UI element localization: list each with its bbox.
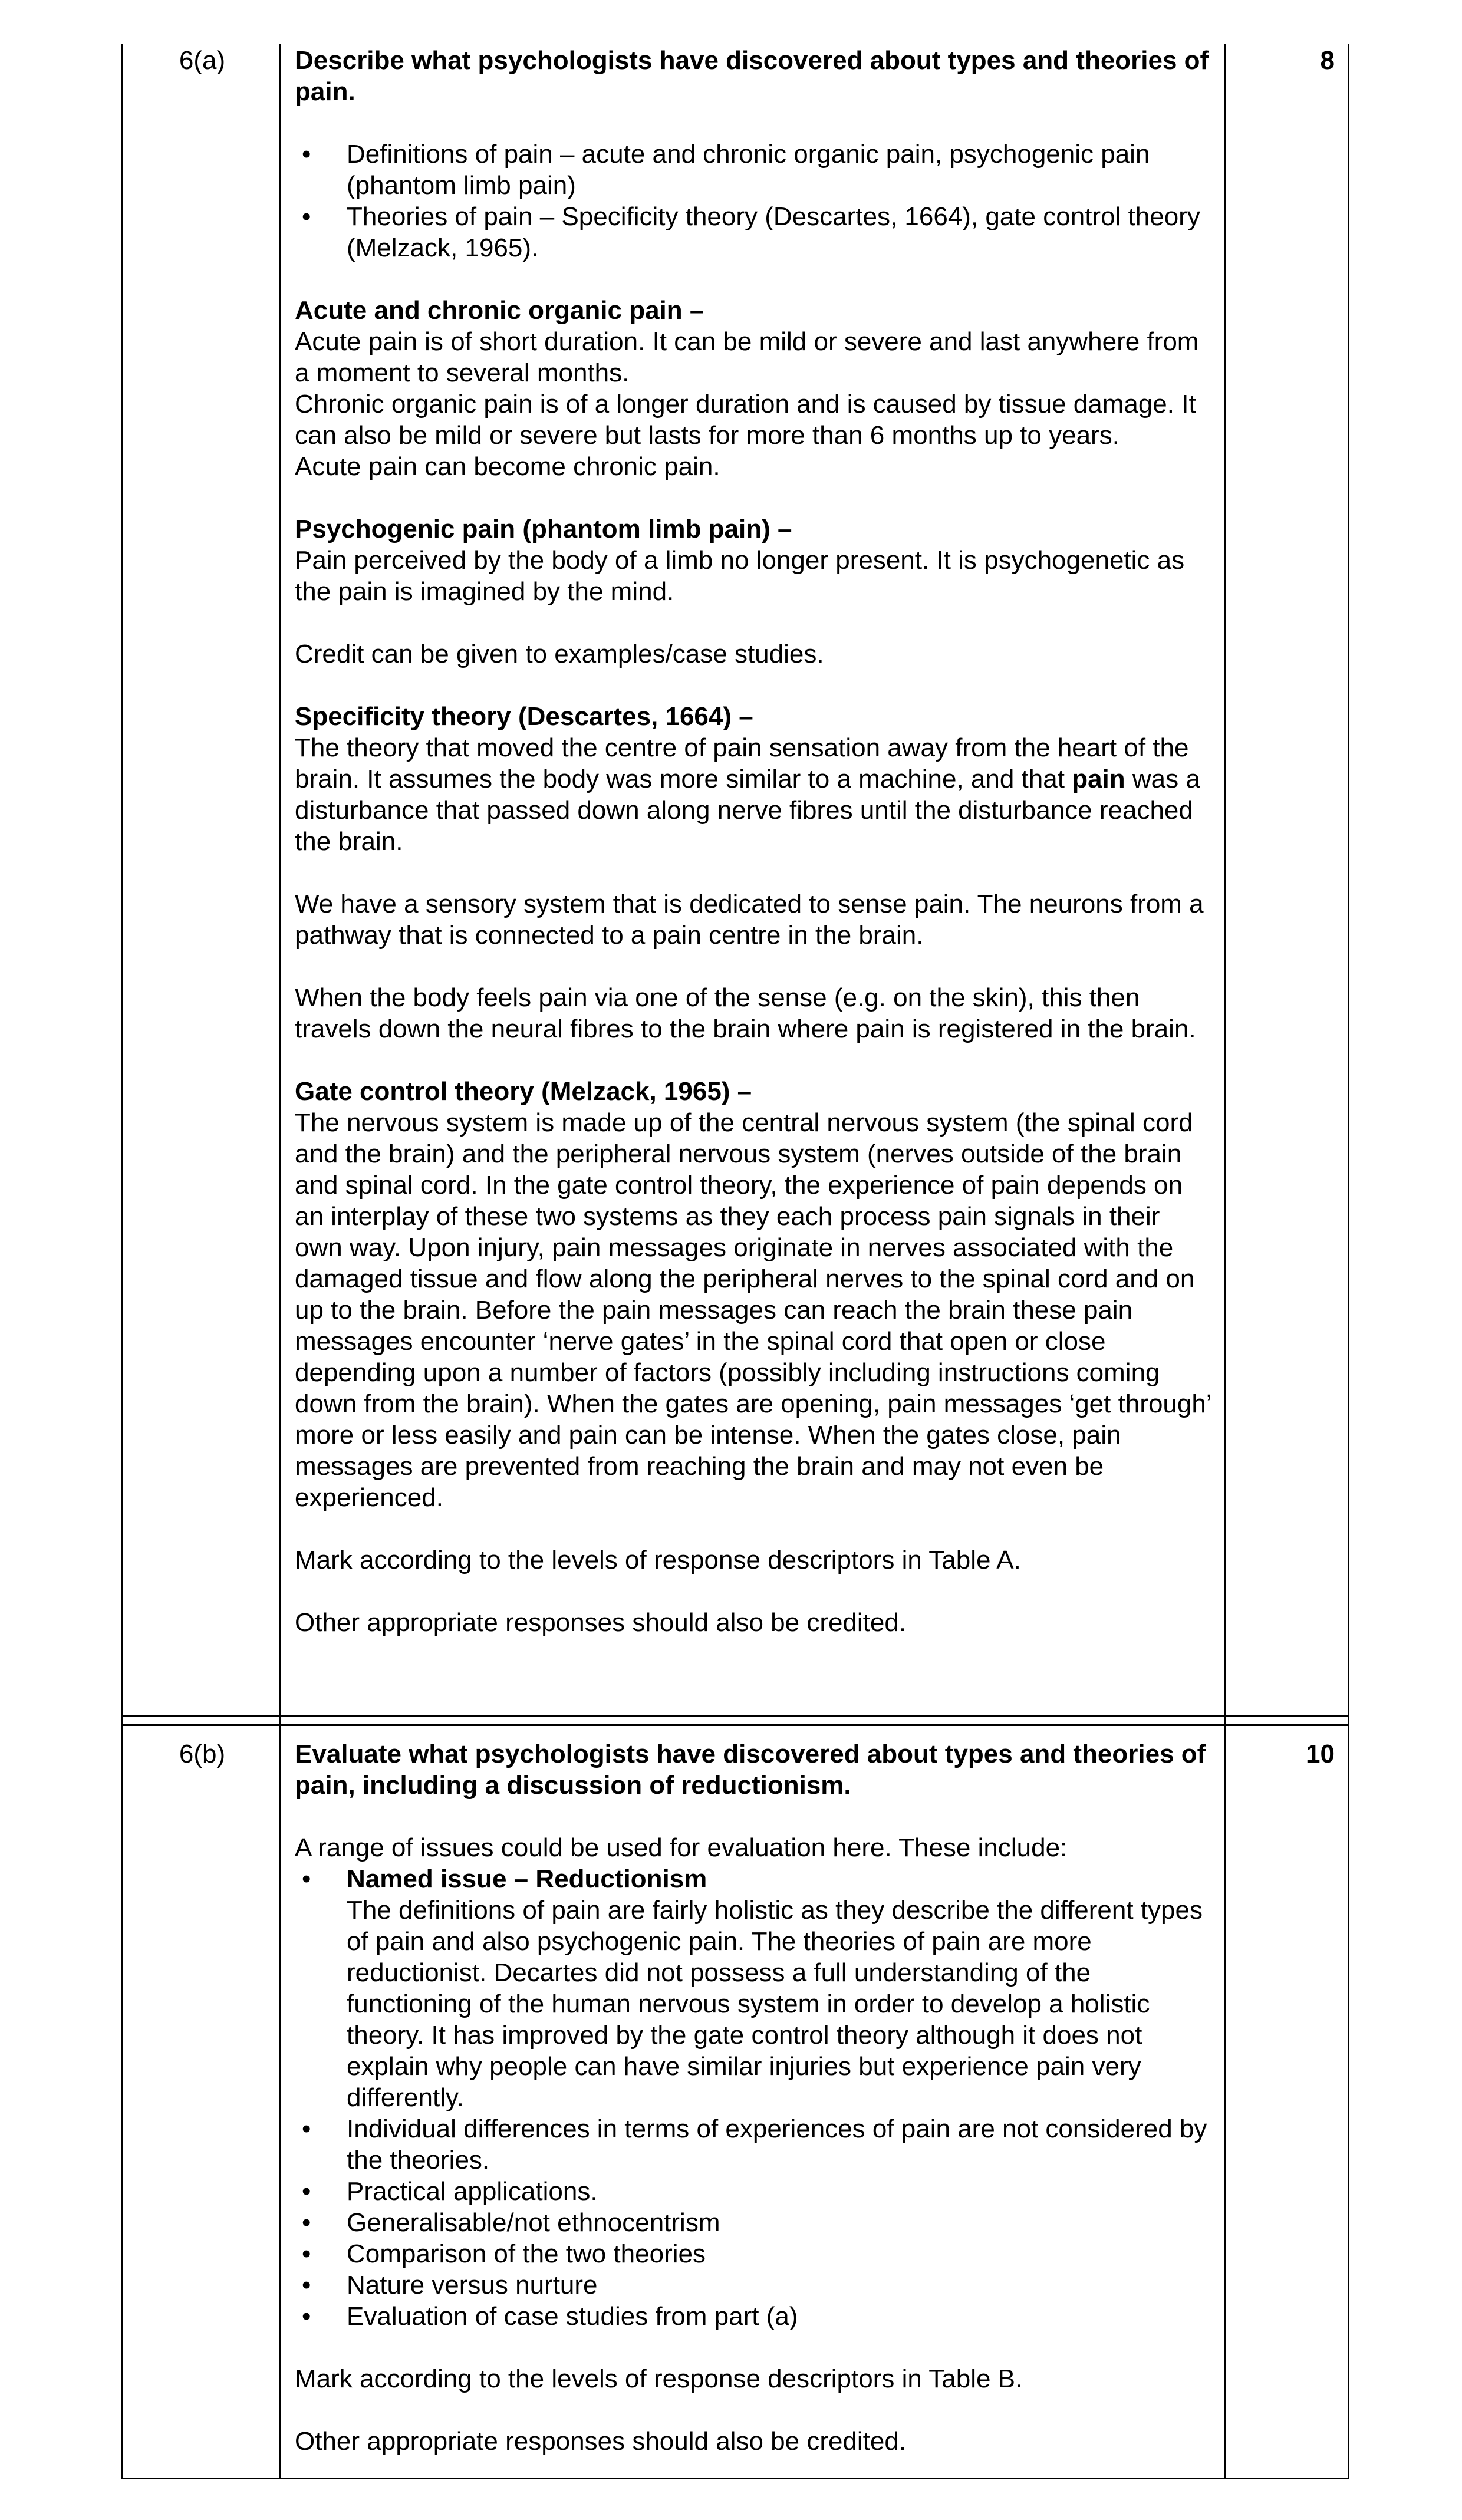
answer-cell-6a <box>295 45 1214 1638</box>
other-responses-6b: Other appropriate responses should also be credited. <box>295 2427 907 2456</box>
question-text-6a: Describe what psychologists have discovered about types and theories of pain. <box>295 46 1209 106</box>
list-item: • Practical applications. <box>302 2177 598 2206</box>
section-heading-acute: Acute and chronic organic pain – <box>295 296 704 325</box>
named-issue-text: The definitions of pain are fairly holistic as they describe the different types of pain and also psychogenic pain. The theories of pain are more reductionist. Decartes did not possess a full understanding of the functioning of the human nervous system in order to develop a holistic theory. It has improved by the gate control theory although it does not explain why people can have similar injuries but experience pain very differently. <box>347 1896 1203 2112</box>
mark-note-6a: Mark according to the levels of response descriptors in Table A. <box>295 1546 1021 1574</box>
list-item: • Individual differences in terms of experiences of pain are not considered by the theories. <box>302 2114 1207 2175</box>
paragraph: A range of issues could be used for evaluation here. These include: <box>295 1833 1068 1862</box>
paragraph: We have a sensory system that is dedicated to sense pain. The neurons from a pathway that is connected to a pain centre in the brain. <box>295 890 1204 950</box>
row-separator-bottom <box>121 1724 1349 1726</box>
question-text-6b: Evaluate what psychologists have discovered about types and theories of pain, including a discussion of reductionism. <box>295 1740 1206 1800</box>
marks-6a: 8 <box>1320 46 1335 75</box>
paragraph: The nervous system is made up of the central nervous system (the spinal cord and the brain) and the peripheral nervous system (nerves outside of the brain and spinal cord. In the gate control theory, the experience of pain depends on an interplay of these two systems as they each process pain signals in their own way. Upon injury, pain messages originate in nerves associated with the damaged tissue and flow along the peripheral nerves to the spinal cord and on up to the brain. Before the pain messages can reach the brain these pain messages encounter ‘nerve gates’ in the spinal cord that open or close depending upon a number of factors (possibly including instructions coming down from the brain). When the gates are opening, pain messages ‘get through’ more or less easily and pain can be intense. When the gates close, pain messages are prevented from reaching the brain and may not even be experienced. <box>295 1108 1211 1512</box>
paragraph: The theory that moved the centre of pain sensation away from the heart of the brain. It assumes the body was more similar to a machine, and that pain was a disturbance that passed down along nerve fibres until the disturbance reached the brain. <box>295 733 1200 856</box>
list-item: • Named issue – Reductionism The definitions of pain are fairly holistic as they describe the different types of pain and also psychogenic pain. The theories of pain are more reductionist. Decartes did not possess a full understanding of the functioning of the human nervous system in order to develop a holistic theory. It has improved by the gate control theory although it does not explain why people can have similar injuries but experience pain very differently. <box>302 1865 1203 2112</box>
list-item: • Generalisable/not ethnocentrism <box>302 2208 720 2237</box>
evaluation-bullets-6b <box>295 1863 1214 2332</box>
table-border-bottom <box>121 2478 1349 2479</box>
question-number-6a: 6(a) <box>179 46 226 75</box>
named-issue-heading: Named issue – Reductionism <box>347 1865 707 1893</box>
paragraph: Chronic organic pain is of a longer duration and is caused by tissue damage. It can also be mild or severe but lasts for more than 6 months up to years. <box>295 390 1196 450</box>
list-item: • Evaluation of case studies from part (a) <box>302 2302 798 2331</box>
paragraph: Acute pain can become chronic pain. <box>295 452 720 481</box>
table-border-right <box>1348 44 1349 2479</box>
section-heading-gate-control: Gate control theory (Melzack, 1965) – <box>295 1077 752 1106</box>
mark-note-6b: Mark according to the levels of response descriptors in Table B. <box>295 2364 1023 2393</box>
table-divider-2 <box>1224 44 1226 2479</box>
other-responses-6a: Other appropriate responses should also be credited. <box>295 1608 907 1637</box>
list-item: • Theories of pain – Specificity theory (Descartes, 1664), gate control theory (Melzack, 1965). <box>302 202 1200 262</box>
section-heading-specificity: Specificity theory (Descartes, 1664) – <box>295 702 753 731</box>
section-heading-psychogenic: Psychogenic pain (phantom limb pain) – <box>295 515 792 543</box>
answer-cell-6b <box>295 1738 1214 2457</box>
paragraph: Credit can be given to examples/case studies. <box>295 640 824 668</box>
list-item: • Nature versus nurture <box>302 2271 598 2300</box>
table-divider-1 <box>279 44 281 2479</box>
question-number-6b: 6(b) <box>179 1740 226 1768</box>
paragraph: Acute pain is of short duration. It can be mild or severe and last anywhere from a moment to several months. <box>295 327 1199 387</box>
list-item: • Comparison of the two theories <box>302 2239 706 2268</box>
marks-6b: 10 <box>1306 1740 1335 1768</box>
list-item: • Definitions of pain – acute and chronic organic pain, psychogenic pain (phantom limb pain) <box>302 140 1150 200</box>
paragraph: When the body feels pain via one of the sense (e.g. on the skin), this then travels down the neural fibres to the brain where pain is registered in the brain. <box>295 983 1196 1043</box>
paragraph: Pain perceived by the body of a limb no longer present. It is psychogenetic as the pain is imagined by the mind. <box>295 546 1185 606</box>
table-border-left <box>121 44 123 2479</box>
summary-bullets-6a <box>295 139 1214 263</box>
row-separator-top <box>121 1715 1349 1717</box>
